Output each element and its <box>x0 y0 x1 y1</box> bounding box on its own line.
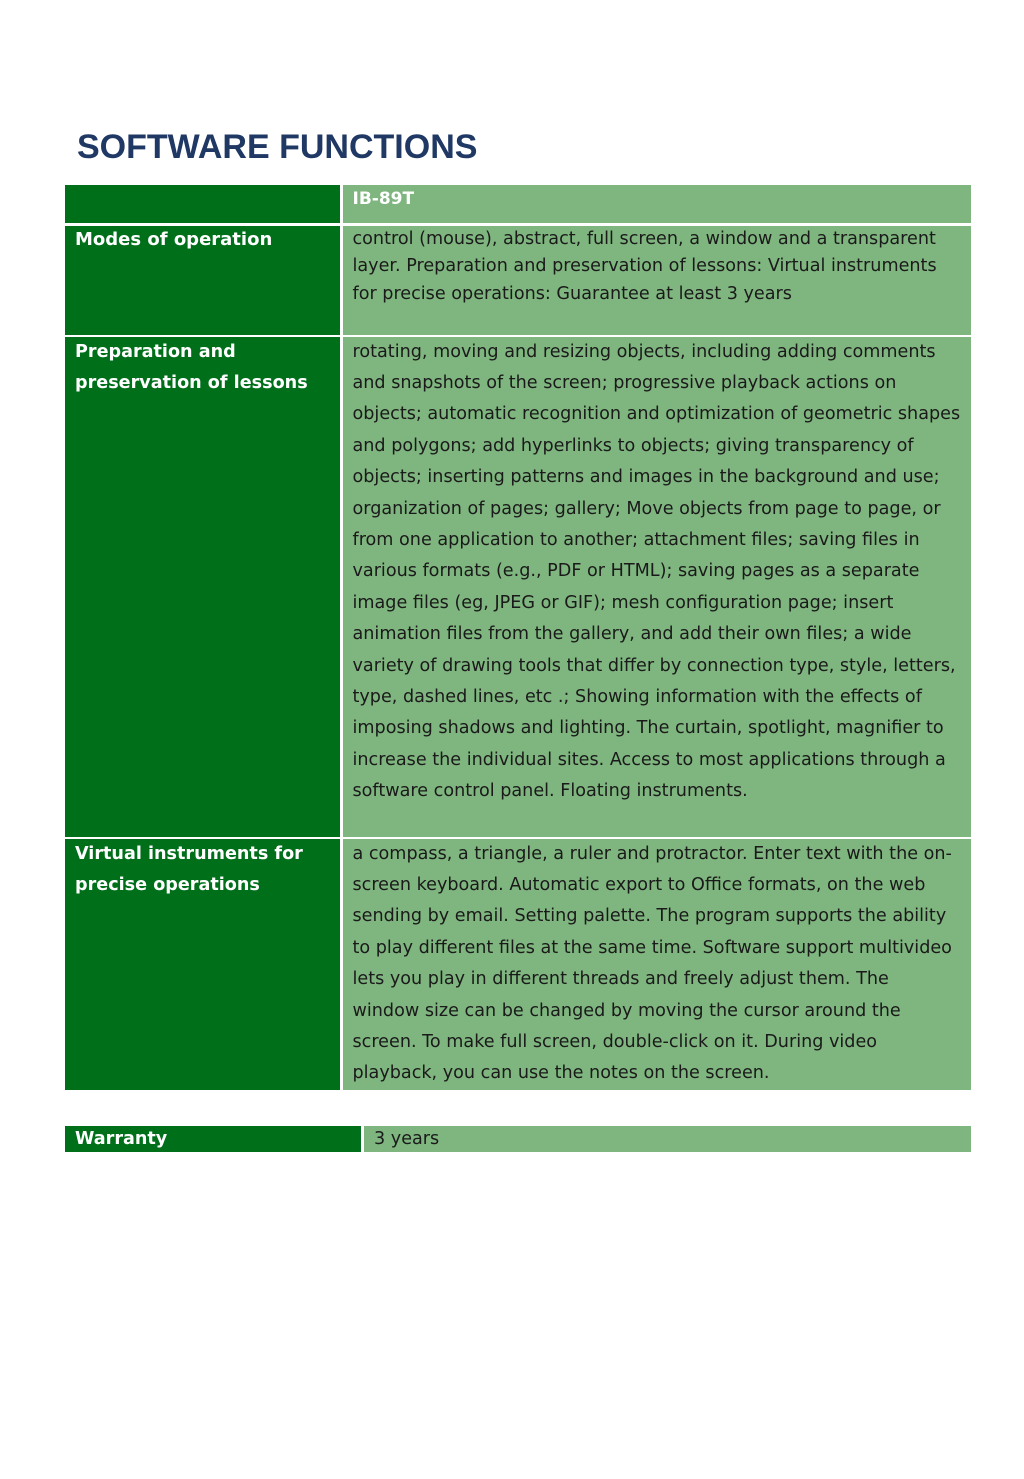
table-header-row <box>65 185 971 224</box>
row-value-modes-of-operation: control (mouse), abstract, full screen, a window and a transparent layer. Preparation and preservation of lessons: Virtual instruments for precise operations: Guarantee at least 3 years <box>341 224 971 336</box>
table-row <box>65 224 971 336</box>
row-label-preparation: Preparation and preservation of lessons <box>65 336 341 838</box>
warranty-table <box>65 1126 971 1152</box>
table-row <box>65 838 971 1090</box>
warranty-value: 3 years <box>363 1126 972 1152</box>
software-functions-table <box>65 185 971 1090</box>
warranty-label: Warranty <box>65 1126 363 1152</box>
row-value-virtual-instruments: a compass, a triangle, a ruler and protractor. Enter text with the on-screen keyboard. Automatic export to Office formats, on the web sending by email. Setting palette. The program supports the ability to play different files at the same time. Software support multivideo lets you play in different threads and freely adjust them. The window size can be changed by moving the cursor around the screen. To make full screen, double-click on it. During video playback, you can use the notes on the screen. <box>341 838 971 1090</box>
warranty-row <box>65 1126 971 1152</box>
row-label-virtual-instruments: Virtual instruments for precise operations <box>65 838 341 1090</box>
row-label-modes-of-operation: Modes of operation <box>65 224 341 336</box>
header-label-cell <box>65 185 341 224</box>
header-model-cell: IB-89T <box>341 185 971 224</box>
row-value-preparation: rotating, moving and resizing objects, including adding comments and snapshots of the screen; progressive playback actions on objects; automatic recognition and optimization of geometric shapes and polygons; add hyperlinks to objects; giving transparency of objects; inserting patterns and images in the background and use; organization of pages; gallery; Move objects from page to page, or from one application to another; attachment files; saving files in various formats (e.g., PDF or HTML); saving pages as a separate image files (eg, JPEG or GIF); mesh configuration page; insert animation files from the gallery, and add their own files; a wide variety of drawing tools that differ by connection type, style, letters, type, dashed lines, etc .; Showing information with the effects of imposing shadows and lighting. The curtain, spotlight, magnifier to increase the individual sites. Access to most applications through a software control panel. Floating instruments. <box>341 336 971 838</box>
table-row <box>65 336 971 838</box>
page-title: SOFTWARE FUNCTIONS <box>77 128 478 166</box>
